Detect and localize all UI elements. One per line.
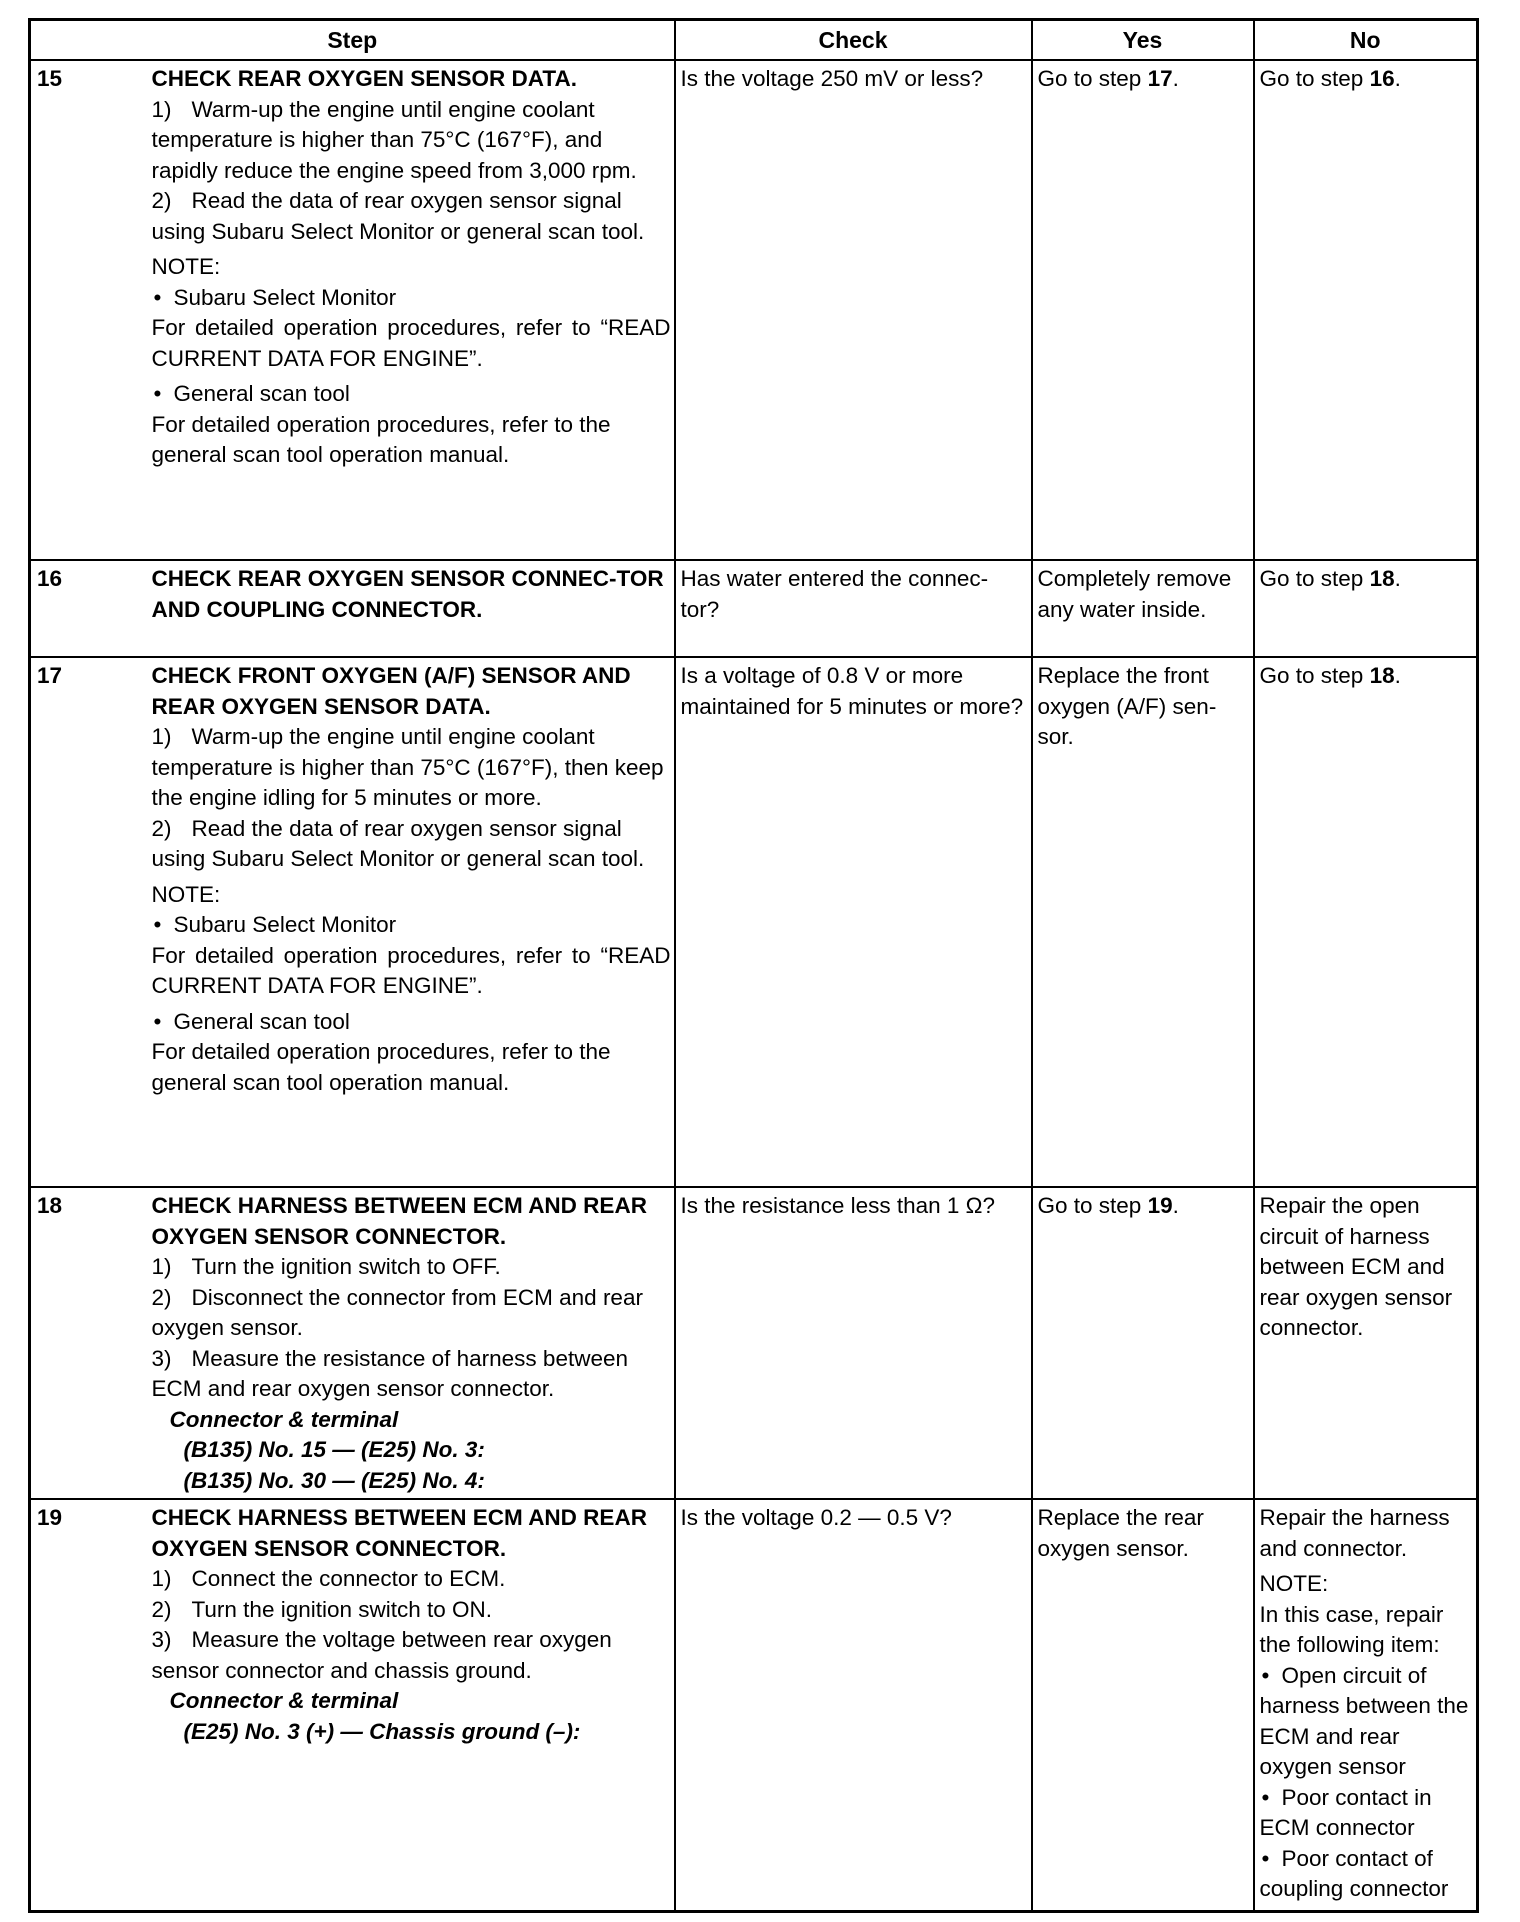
- substep: 1) Warm-up the engine until engine coolant temperature is higher than 75°C (167°F), and rapidly reduce the engine speed from 3,000 rpm.: [151, 96, 637, 183]
- note-label: NOTE:: [151, 254, 221, 279]
- step-number: 19: [30, 1499, 152, 1911]
- no-text: Repair the harness and connector.: [1259, 1505, 1450, 1561]
- check-cell: Is the resistance less than 1 Ω?: [675, 1187, 1032, 1499]
- no-cell: Go to step 18.: [1254, 560, 1478, 657]
- step-title: CHECK FRONT OXYGEN (A/F) SENSOR AND REAR OXYGEN SENSOR DATA.: [151, 663, 631, 719]
- note-bullet: • Open circuit of harness between the ECM and rear oxygen sensor: [1259, 1662, 1469, 1779]
- note-text: For detailed operation procedures, refer to the general scan tool operation manual.: [151, 411, 611, 467]
- note-text: For detailed operation procedures, refer to “READ CURRENT DATA FOR ENGINE”.: [151, 942, 671, 998]
- no-cell: Repair the open circuit of harness between ECM and rear oxygen sensor connector.: [1254, 1187, 1478, 1499]
- step-title: CHECK HARNESS BETWEEN ECM AND REAR OXYGEN SENSOR CONNECTOR.: [151, 1505, 647, 1561]
- check-cell: Is a voltage of 0.8 V or more maintained for 5 minutes or more?: [675, 657, 1032, 1187]
- substep: 2) Turn the ignition switch to ON.: [151, 1596, 493, 1622]
- step-body: [152, 60, 675, 560]
- step-title: CHECK HARNESS BETWEEN ECM AND REAR OXYGEN SENSOR CONNECTOR.: [151, 1193, 647, 1249]
- connector-terminal-label: Connector & terminal: [169, 1688, 399, 1713]
- header-row: [30, 20, 1478, 61]
- table-row: [30, 560, 1478, 657]
- yes-cell: Go to step 19.: [1032, 1187, 1254, 1499]
- step-title: CHECK REAR OXYGEN SENSOR DATA.: [151, 66, 577, 91]
- no-cell: Go to step 18.: [1254, 657, 1478, 1187]
- note-text: For detailed operation procedures, refer to the general scan tool operation manual.: [151, 1039, 611, 1095]
- step-body: [152, 1499, 675, 1911]
- substep: 1) Turn the ignition switch to OFF.: [151, 1254, 501, 1279]
- substep: 2) Read the data of rear oxygen sensor signal using Subaru Select Monitor or general scan tool.: [151, 188, 645, 244]
- note-label: NOTE:: [151, 881, 221, 907]
- connector-terminal-spec: (E25) No. 3 (+) — Chassis ground (–):: [183, 1718, 581, 1744]
- check-cell: Is the voltage 0.2 — 0.5 V?: [675, 1499, 1032, 1911]
- table-row: [30, 60, 1478, 560]
- note-bullet: • Poor contact of coupling connector: [1259, 1845, 1449, 1901]
- diagnostic-table: [28, 18, 1479, 1913]
- connector-terminal-spec: (B135) No. 30 — (E25) No. 4:: [183, 1467, 485, 1493]
- table-row: [30, 657, 1478, 1187]
- substep: 3) Measure the voltage between rear oxygen sensor connector and chassis ground.: [151, 1627, 612, 1683]
- note-text: In this case, repair the following item:: [1259, 1601, 1444, 1657]
- yes-cell: Replace the rear oxygen sensor.: [1032, 1499, 1254, 1911]
- yes-cell: Go to step 17.: [1032, 60, 1254, 560]
- table-row: [30, 1187, 1478, 1499]
- note-bullet: • General scan tool: [153, 381, 350, 406]
- note-bullet: • Subaru Select Monitor: [153, 284, 397, 310]
- step-number: 16: [30, 560, 152, 657]
- step-number: 17: [30, 657, 152, 1187]
- note-bullet: • General scan tool: [153, 1008, 350, 1034]
- step-number: 15: [30, 60, 152, 560]
- header-check: Check: [675, 20, 1032, 61]
- no-cell: Go to step 16.: [1254, 60, 1478, 560]
- substep: 3) Measure the resistance of harness between ECM and rear oxygen sensor connector.: [151, 1345, 628, 1401]
- header-no: No: [1254, 20, 1478, 61]
- note-bullet: • Subaru Select Monitor: [153, 912, 397, 937]
- substep: 2) Read the data of rear oxygen sensor signal using Subaru Select Monitor or general scan tool.: [151, 815, 645, 871]
- substep: 1) Warm-up the engine until engine coolant temperature is higher than 75°C (167°F), then keep the engine idling for 5 minutes or more.: [151, 724, 664, 810]
- substep: 2) Disconnect the connector from ECM and rear oxygen sensor.: [151, 1284, 643, 1340]
- no-cell: [1254, 1499, 1478, 1911]
- header-yes: Yes: [1032, 20, 1254, 61]
- connector-terminal-spec: (B135) No. 15 — (E25) No. 3:: [183, 1437, 485, 1462]
- step-body: [152, 1187, 675, 1499]
- connector-terminal-label: Connector & terminal: [169, 1406, 399, 1432]
- note-label: NOTE:: [1259, 1571, 1329, 1596]
- yes-cell: Completely remove any water inside.: [1032, 560, 1254, 657]
- yes-cell: Replace the front oxygen (A/F) sen-sor.: [1032, 657, 1254, 1187]
- note-text: For detailed operation procedures, refer to “READ CURRENT DATA FOR ENGINE”.: [151, 315, 671, 371]
- check-cell: Has water entered the connec-tor?: [675, 560, 1032, 657]
- check-cell: Is the voltage 250 mV or less?: [675, 60, 1032, 560]
- step-body: [152, 560, 675, 657]
- step-number: 18: [30, 1187, 152, 1499]
- note-bullet: • Poor contact in ECM connector: [1259, 1784, 1432, 1840]
- table-row: [30, 1499, 1478, 1911]
- step-title: CHECK REAR OXYGEN SENSOR CONNEC-TOR AND COUPLING CONNECTOR.: [151, 566, 664, 622]
- header-step: Step: [30, 20, 675, 61]
- step-body: [152, 657, 675, 1187]
- substep: 1) Connect the connector to ECM.: [151, 1566, 506, 1591]
